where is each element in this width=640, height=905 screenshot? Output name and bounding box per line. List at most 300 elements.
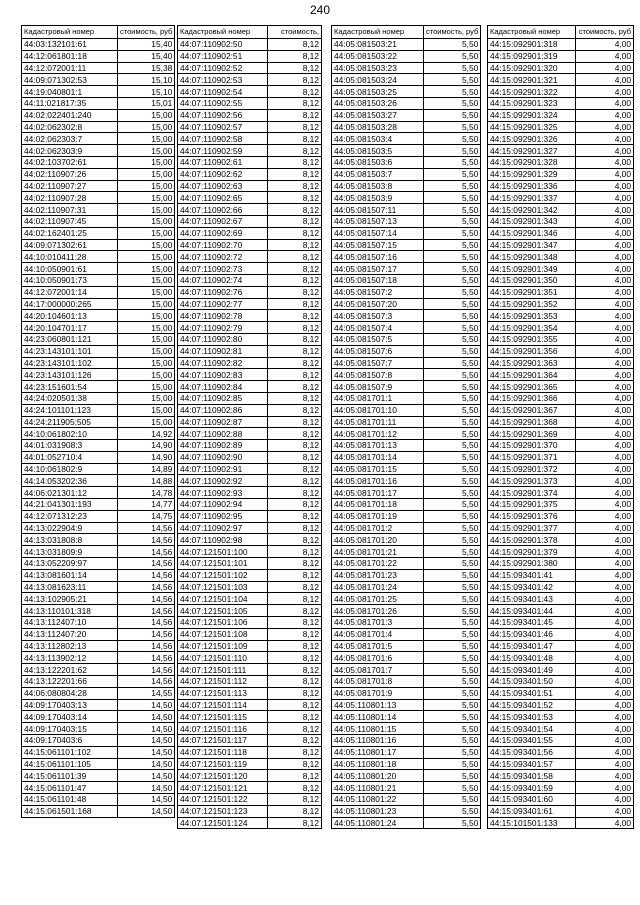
value-cell: 15,00 xyxy=(118,298,175,310)
cadastre-number-cell: 44:07:110902:89 xyxy=(178,440,268,452)
table-row xyxy=(22,322,175,334)
table-row xyxy=(178,628,322,640)
cadastre-number-cell: 44:15:092901:355 xyxy=(488,333,576,345)
table-row xyxy=(22,168,175,180)
table-row xyxy=(22,510,175,522)
value-cell: 4,00 xyxy=(576,817,634,829)
cadastre-number-cell: 44:02:103702:61 xyxy=(22,156,118,168)
cadastre-number-cell: 44:02:022401:240 xyxy=(22,109,118,121)
cadastre-number-cell: 44:05:081507:14 xyxy=(332,227,424,239)
cadastre-number-cell: 44:05:081507:18 xyxy=(332,274,424,286)
value-cell: 8,12 xyxy=(268,440,322,452)
cadastre-number-cell: 44:07:110902:66 xyxy=(178,204,268,216)
value-cell: 15,00 xyxy=(118,274,175,286)
value-cell: 8,12 xyxy=(268,310,322,322)
value-cell: 8,12 xyxy=(268,746,322,758)
value-cell: 15,00 xyxy=(118,121,175,133)
cadastre-number-cell: 44:21:041301:193 xyxy=(22,499,118,511)
cadastre-number-cell: 44:05:081701:23 xyxy=(332,569,424,581)
cadastre-number-cell: 44:07:121501:122 xyxy=(178,794,268,806)
table-row xyxy=(488,39,634,51)
value-cell: 8,12 xyxy=(268,817,322,829)
value-cell: 4,00 xyxy=(576,133,634,145)
value-cell: 15,00 xyxy=(118,381,175,393)
cadastre-number-cell: 44:09:071302:53 xyxy=(22,74,118,86)
value-cell: 8,12 xyxy=(268,145,322,157)
value-cell: 15,00 xyxy=(118,204,175,216)
value-cell: 14,56 xyxy=(118,617,175,629)
value-cell: 14,56 xyxy=(118,628,175,640)
table-row xyxy=(178,227,322,239)
table-row xyxy=(488,499,634,511)
cadastre-number-cell: 44:07:110902:97 xyxy=(178,522,268,534)
cadastre-number-cell: 44:15:092901:350 xyxy=(488,274,576,286)
cadastre-number-cell: 44:15:093401:41 xyxy=(488,569,576,581)
cadastre-number-cell: 44:15:092901:343 xyxy=(488,215,576,227)
table-row xyxy=(488,664,634,676)
table-row xyxy=(488,392,634,404)
cadastre-number-cell: 44:15:092901:376 xyxy=(488,510,576,522)
table-row xyxy=(178,180,322,192)
value-cell: 4,00 xyxy=(576,369,634,381)
cadastre-number-cell: 44:07:110902:63 xyxy=(178,180,268,192)
cadastre-number-cell: 44:07:110902:61 xyxy=(178,156,268,168)
table-row xyxy=(488,97,634,109)
value-cell: 5,50 xyxy=(424,357,481,369)
table-row xyxy=(332,239,481,251)
cadastre-number-cell: 44:11:021817:35 xyxy=(22,97,118,109)
cadastre-number-cell: 44:15:092901:322 xyxy=(488,86,576,98)
cadastre-number-cell: 44:01:031908:3 xyxy=(22,440,118,452)
value-cell: 8,12 xyxy=(268,664,322,676)
table-row xyxy=(178,605,322,617)
cadastre-number-cell: 44:13:081601:14 xyxy=(22,569,118,581)
table-body xyxy=(22,39,175,818)
cadastre-number-cell: 44:15:093401:43 xyxy=(488,593,576,605)
table-row xyxy=(22,86,175,98)
cadastre-number-cell: 44:15:092901:337 xyxy=(488,192,576,204)
cadastre-number-cell: 44:15:093401:59 xyxy=(488,782,576,794)
table-row xyxy=(22,274,175,286)
value-cell: 15,00 xyxy=(118,145,175,157)
value-cell: 8,12 xyxy=(268,50,322,62)
value-cell: 4,00 xyxy=(576,345,634,357)
table-row xyxy=(22,50,175,62)
table-row xyxy=(332,369,481,381)
header-value: стоимость, xyxy=(268,26,322,39)
cadastre-number-cell: 44:05:081503:25 xyxy=(332,86,424,98)
table-row xyxy=(488,145,634,157)
value-cell: 14,56 xyxy=(118,593,175,605)
value-cell: 4,00 xyxy=(576,404,634,416)
value-cell: 5,50 xyxy=(424,522,481,534)
table-row xyxy=(22,239,175,251)
cadastre-number-cell: 44:15:092901:352 xyxy=(488,298,576,310)
table-row xyxy=(22,735,175,747)
table-row xyxy=(332,440,481,452)
table-row xyxy=(178,286,322,298)
cadastre-number-cell: 44:07:121501:112 xyxy=(178,676,268,688)
table-row xyxy=(488,687,634,699)
value-cell: 5,50 xyxy=(424,510,481,522)
table-row xyxy=(22,133,175,145)
cadastre-number-cell: 44:07:110902:72 xyxy=(178,251,268,263)
cadastre-number-cell: 44:15:092901:354 xyxy=(488,322,576,334)
value-cell: 5,50 xyxy=(424,168,481,180)
cadastre-number-cell: 44:15:093401:44 xyxy=(488,605,576,617)
table-row xyxy=(178,451,322,463)
cadastre-number-cell: 44:07:121501:105 xyxy=(178,605,268,617)
cadastre-number-cell: 44:15:093401:45 xyxy=(488,617,576,629)
value-cell: 8,12 xyxy=(268,593,322,605)
table-row xyxy=(332,451,481,463)
cadastre-number-cell: 44:20:104601:13 xyxy=(22,310,118,322)
value-cell: 4,00 xyxy=(576,735,634,747)
cadastre-number-cell: 44:05:081701:18 xyxy=(332,499,424,511)
value-cell: 5,50 xyxy=(424,74,481,86)
cadastre-number-cell: 44:05:081503:27 xyxy=(332,109,424,121)
value-cell: 14,90 xyxy=(118,440,175,452)
table-row xyxy=(22,251,175,263)
table-row xyxy=(22,263,175,275)
table-row xyxy=(332,180,481,192)
table-row xyxy=(332,522,481,534)
table-row xyxy=(332,97,481,109)
value-cell: 5,50 xyxy=(424,204,481,216)
value-cell: 8,12 xyxy=(268,534,322,546)
cadastre-number-cell: 44:07:121501:120 xyxy=(178,770,268,782)
cadastre-number-cell: 44:24:101101:123 xyxy=(22,404,118,416)
cadastre-number-cell: 44:07:110902:62 xyxy=(178,168,268,180)
table-row xyxy=(332,640,481,652)
value-cell: 8,12 xyxy=(268,345,322,357)
value-cell: 14,50 xyxy=(118,699,175,711)
cadastre-number-cell: 44:15:092901:319 xyxy=(488,50,576,62)
value-cell: 15,00 xyxy=(118,286,175,298)
table-row xyxy=(488,805,634,817)
table-row xyxy=(488,109,634,121)
value-cell: 8,12 xyxy=(268,168,322,180)
table-row xyxy=(22,463,175,475)
cadastre-number-cell: 44:13:112407:20 xyxy=(22,628,118,640)
value-cell: 5,50 xyxy=(424,286,481,298)
cadastre-number-cell: 44:05:081701:6 xyxy=(332,652,424,664)
cadastre-number-cell: 44:15:092901:370 xyxy=(488,440,576,452)
cadastre-number-cell: 44:13:112802:13 xyxy=(22,640,118,652)
cadastre-number-cell: 44:15:093401:47 xyxy=(488,640,576,652)
table-row xyxy=(488,558,634,570)
value-cell: 4,00 xyxy=(576,617,634,629)
table-row xyxy=(22,381,175,393)
table-row xyxy=(332,204,481,216)
cadastre-number-cell: 44:15:061101:39 xyxy=(22,770,118,782)
table-row xyxy=(488,758,634,770)
table-row xyxy=(178,156,322,168)
cadastre-number-cell: 44:01:052710:4 xyxy=(22,451,118,463)
cadastre-number-cell: 44:14:053202:36 xyxy=(22,475,118,487)
value-cell: 8,12 xyxy=(268,699,322,711)
value-cell: 8,12 xyxy=(268,39,322,51)
value-cell: 4,00 xyxy=(576,534,634,546)
cadastre-number-cell: 44:15:093401:50 xyxy=(488,676,576,688)
cadastre-number-cell: 44:07:110902:90 xyxy=(178,451,268,463)
table-row xyxy=(488,50,634,62)
table-row xyxy=(178,805,322,817)
table-row xyxy=(22,605,175,617)
value-cell: 4,00 xyxy=(576,794,634,806)
cadastre-number-cell: 44:05:081507:4 xyxy=(332,322,424,334)
value-cell: 4,00 xyxy=(576,392,634,404)
cadastre-number-cell: 44:05:110801:17 xyxy=(332,746,424,758)
cadastre-number-cell: 44:07:121501:110 xyxy=(178,652,268,664)
value-cell: 4,00 xyxy=(576,723,634,735)
table-row xyxy=(488,333,634,345)
table-row xyxy=(488,463,634,475)
cadastre-number-cell: 44:05:110801:20 xyxy=(332,770,424,782)
value-cell: 5,50 xyxy=(424,652,481,664)
cadastre-number-cell: 44:12:072001:14 xyxy=(22,286,118,298)
cadastre-number-cell: 44:15:093401:61 xyxy=(488,805,576,817)
value-cell: 4,00 xyxy=(576,239,634,251)
cadastre-number-cell: 44:05:110801:22 xyxy=(332,794,424,806)
cadastre-number-cell: 44:15:092901:377 xyxy=(488,522,576,534)
table-row xyxy=(488,133,634,145)
value-cell: 4,00 xyxy=(576,463,634,475)
cadastre-number-cell: 44:15:093401:46 xyxy=(488,628,576,640)
header-cadastre-number: Кадастровый номер xyxy=(488,26,576,39)
value-cell: 5,50 xyxy=(424,628,481,640)
cadastre-number-cell: 44:15:092901:372 xyxy=(488,463,576,475)
cadastre-number-cell: 44:19:040801:1 xyxy=(22,86,118,98)
value-cell: 14,78 xyxy=(118,487,175,499)
cadastre-number-cell: 44:07:121501:115 xyxy=(178,711,268,723)
table-row xyxy=(178,794,322,806)
cadastre-table-2 xyxy=(177,25,322,829)
table-row xyxy=(332,546,481,558)
cadastre-number-cell: 44:15:061501:168 xyxy=(22,805,118,817)
table-row xyxy=(22,640,175,652)
table-row xyxy=(488,534,634,546)
value-cell: 8,12 xyxy=(268,794,322,806)
table-row xyxy=(178,723,322,735)
value-cell: 15,00 xyxy=(118,416,175,428)
value-cell: 5,50 xyxy=(424,805,481,817)
value-cell: 5,50 xyxy=(424,62,481,74)
table-row xyxy=(332,428,481,440)
cadastre-number-cell: 44:13:122201:62 xyxy=(22,664,118,676)
table-row xyxy=(178,133,322,145)
table-row xyxy=(22,109,175,121)
value-cell: 15,00 xyxy=(118,251,175,263)
value-cell: 5,50 xyxy=(424,263,481,275)
value-cell: 8,12 xyxy=(268,227,322,239)
cadastre-number-cell: 44:05:081701:20 xyxy=(332,534,424,546)
table-row xyxy=(22,145,175,157)
table-row xyxy=(178,392,322,404)
value-cell: 8,12 xyxy=(268,605,322,617)
value-cell: 8,12 xyxy=(268,109,322,121)
table-row xyxy=(22,416,175,428)
value-cell: 5,50 xyxy=(424,475,481,487)
table-row xyxy=(332,286,481,298)
table-row xyxy=(178,121,322,133)
cadastre-number-cell: 44:02:110907:31 xyxy=(22,204,118,216)
table-row xyxy=(488,357,634,369)
table-row xyxy=(488,699,634,711)
cadastre-number-cell: 44:05:081701:19 xyxy=(332,510,424,522)
table-row xyxy=(178,546,322,558)
value-cell: 4,00 xyxy=(576,428,634,440)
cadastre-number-cell: 44:05:081503:26 xyxy=(332,97,424,109)
cadastre-number-cell: 44:15:092901:349 xyxy=(488,263,576,275)
cadastre-number-cell: 44:05:081701:8 xyxy=(332,676,424,688)
table-row xyxy=(332,298,481,310)
table-row xyxy=(332,676,481,688)
table-row xyxy=(488,628,634,640)
table-row xyxy=(178,274,322,286)
value-cell: 5,50 xyxy=(424,605,481,617)
cadastre-table-3 xyxy=(331,25,481,829)
header-cadastre-number: Кадастровый номер xyxy=(332,26,424,39)
table-row xyxy=(488,617,634,629)
value-cell: 8,12 xyxy=(268,782,322,794)
table-row xyxy=(488,711,634,723)
cadastre-number-cell: 44:24:020501:38 xyxy=(22,392,118,404)
table-row xyxy=(22,676,175,688)
cadastre-number-cell: 44:07:110902:52 xyxy=(178,62,268,74)
table-row xyxy=(22,723,175,735)
value-cell: 15,00 xyxy=(118,215,175,227)
cadastre-number-cell: 44:07:121501:117 xyxy=(178,735,268,747)
cadastre-number-cell: 44:07:110902:50 xyxy=(178,39,268,51)
cadastre-number-cell: 44:05:110801:18 xyxy=(332,758,424,770)
table-row xyxy=(178,475,322,487)
cadastre-number-cell: 44:05:081507:13 xyxy=(332,215,424,227)
value-cell: 5,50 xyxy=(424,109,481,121)
cadastre-number-cell: 44:15:092901:348 xyxy=(488,251,576,263)
cadastre-number-cell: 44:15:092901:327 xyxy=(488,145,576,157)
cadastre-number-cell: 44:15:092901:325 xyxy=(488,121,576,133)
cadastre-number-cell: 44:13:113902:12 xyxy=(22,652,118,664)
cadastre-number-cell: 44:13:110101:318 xyxy=(22,605,118,617)
table-row xyxy=(22,782,175,794)
value-cell: 15,00 xyxy=(118,109,175,121)
table-row xyxy=(178,168,322,180)
value-cell: 5,50 xyxy=(424,735,481,747)
value-cell: 4,00 xyxy=(576,782,634,794)
cadastre-number-cell: 44:09:170403:15 xyxy=(22,723,118,735)
value-cell: 5,50 xyxy=(424,239,481,251)
table-row xyxy=(178,499,322,511)
header-value: стоимость, руб xyxy=(424,26,481,39)
value-cell: 5,50 xyxy=(424,345,481,357)
table-row xyxy=(178,782,322,794)
cadastre-number-cell: 44:24:211905:505 xyxy=(22,416,118,428)
table-row xyxy=(178,617,322,629)
table-row xyxy=(332,617,481,629)
cadastre-number-cell: 44:05:081701:14 xyxy=(332,451,424,463)
value-cell: 5,50 xyxy=(424,145,481,157)
table-row xyxy=(178,652,322,664)
table-row xyxy=(332,723,481,735)
cadastre-number-cell: 44:05:081701:24 xyxy=(332,581,424,593)
table-row xyxy=(22,333,175,345)
cadastre-number-cell: 44:13:052209:97 xyxy=(22,558,118,570)
value-cell: 4,00 xyxy=(576,758,634,770)
value-cell: 8,12 xyxy=(268,581,322,593)
value-cell: 8,12 xyxy=(268,676,322,688)
table-row xyxy=(332,510,481,522)
table-row xyxy=(178,699,322,711)
value-cell: 15,10 xyxy=(118,86,175,98)
value-cell: 5,50 xyxy=(424,711,481,723)
table-row xyxy=(488,286,634,298)
table-row xyxy=(332,133,481,145)
cadastre-number-cell: 44:02:110907:27 xyxy=(22,180,118,192)
table-row xyxy=(332,333,481,345)
table-row xyxy=(332,156,481,168)
cadastre-number-cell: 44:05:081507:2 xyxy=(332,286,424,298)
cadastre-number-cell: 44:05:110801:14 xyxy=(332,711,424,723)
table-row xyxy=(488,640,634,652)
table-row xyxy=(178,440,322,452)
cadastre-number-cell: 44:07:121501:111 xyxy=(178,664,268,676)
cadastre-number-cell: 44:05:081507:16 xyxy=(332,251,424,263)
value-cell: 15,00 xyxy=(118,333,175,345)
table-row xyxy=(22,522,175,534)
value-cell: 14,50 xyxy=(118,711,175,723)
value-cell: 14,88 xyxy=(118,475,175,487)
value-cell: 4,00 xyxy=(576,640,634,652)
table-row xyxy=(178,322,322,334)
value-cell: 8,12 xyxy=(268,475,322,487)
cadastre-number-cell: 44:05:081507:8 xyxy=(332,369,424,381)
table-row xyxy=(22,62,175,74)
table-row xyxy=(332,475,481,487)
cadastre-number-cell: 44:07:110902:86 xyxy=(178,404,268,416)
value-cell: 15,10 xyxy=(118,74,175,86)
table-row xyxy=(488,510,634,522)
value-cell: 14,50 xyxy=(118,805,175,817)
value-cell: 8,12 xyxy=(268,805,322,817)
value-cell: 5,50 xyxy=(424,758,481,770)
cadastre-number-cell: 44:10:061802:9 xyxy=(22,463,118,475)
table-row xyxy=(22,569,175,581)
value-cell: 4,00 xyxy=(576,440,634,452)
value-cell: 14,56 xyxy=(118,522,175,534)
cadastre-number-cell: 44:07:110902:65 xyxy=(178,192,268,204)
cadastre-number-cell: 44:15:092901:328 xyxy=(488,156,576,168)
value-cell: 4,00 xyxy=(576,805,634,817)
table-row xyxy=(488,522,634,534)
cadastre-number-cell: 44:09:170403:6 xyxy=(22,735,118,747)
value-cell: 8,12 xyxy=(268,86,322,98)
value-cell: 5,50 xyxy=(424,534,481,546)
cadastre-number-cell: 44:15:093401:53 xyxy=(488,711,576,723)
cadastre-number-cell: 44:15:093401:54 xyxy=(488,723,576,735)
value-cell: 8,12 xyxy=(268,652,322,664)
value-cell: 5,50 xyxy=(424,180,481,192)
cadastre-number-cell: 44:07:110902:67 xyxy=(178,215,268,227)
value-cell: 5,50 xyxy=(424,558,481,570)
cadastre-number-cell: 44:12:072001:11 xyxy=(22,62,118,74)
table-row xyxy=(488,156,634,168)
value-cell: 8,12 xyxy=(268,274,322,286)
table-row xyxy=(22,310,175,322)
cadastre-number-cell: 44:05:081701:25 xyxy=(332,593,424,605)
table-row xyxy=(488,215,634,227)
table-row xyxy=(332,758,481,770)
